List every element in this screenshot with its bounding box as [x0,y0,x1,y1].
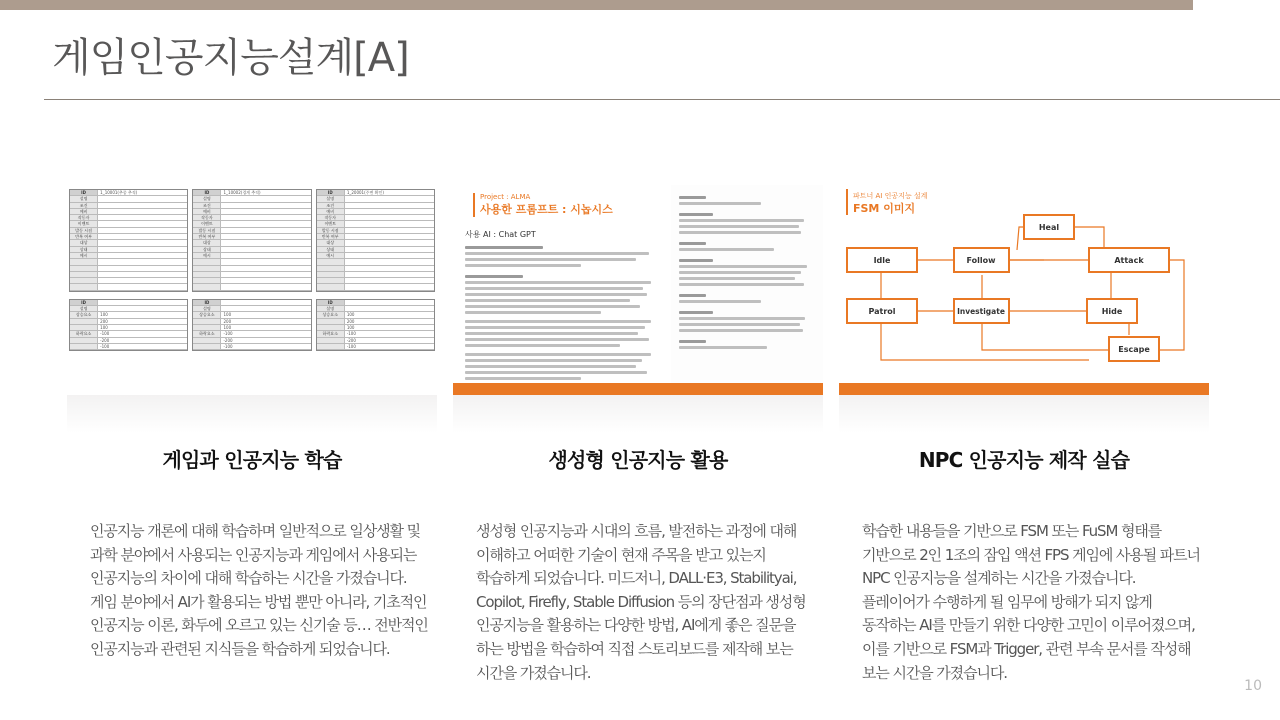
fsm-state-heal [1024,215,1074,239]
card-title-generative-ai: 생성형 인공지능 활용 [548,448,728,472]
fsm-state-escape [1109,337,1159,361]
svg-text:Escape: Escape [1118,345,1150,354]
card-description-npc-ai: 학습한 내용들을 기반으로 FSM 또는 FuSM 형태를 기반으로 2인 1조의 잠입 액션 FPS 게임에 사용될 파트너 NPC 인공지능을 설계하는 시간을 가졌습니다. 플레이어가 수행하게 될 임무에 방해가 되지 않게 동작하는 AI를 만들기 위한 다양한 고민이 이루어졌으며, 이를 기반으로 FSM과 Trigger, 관련 부속 문서를 작성해 보는 시간을 가졌습니다. [862,522,1200,682]
fsm-state-patrol [847,299,917,323]
mini-table: ID 1_10002(경계 추적) 설명 조건 예비 작동자 이벤트 발동 시점 반복 여부 대상 상태 예시 [192,189,311,292]
prompt-doc-right [671,185,823,395]
page-title: 게임인공지능설계[A] [52,35,409,81]
card-shadow [453,395,823,433]
title-divider [44,99,1280,100]
card-title-npc-ai: NPC 인공지능 제작 실습 [918,448,1130,472]
fsm-footer-bar [839,383,1209,395]
card-description-game-ai-learning: 인공지능 개론에 대해 학습하며 일반적으로 일상생활 및 과학 분야에서 사용되는 인공지능과 게임에서 사용되는 인공지능의 차이에 대해 학습하는 시간을 가졌습니다. 게임 분야에서 AI가 활용되는 방법 뿐만 아니라, 기초적인 인공지능 이론, 화두에 오르고 있는 신기술 등… 전반적인 인공지능과 관련된 지식들을 학습하게 되었습니다. [90,522,428,658]
footer-bar [453,383,823,395]
fsm-state-investigate [954,299,1009,323]
fsm-state-attack [1089,248,1169,272]
mini-table-lower: ID 설명 상승요소 100 200 100 하락요소 -100 -200 -100 [192,299,311,351]
svg-text:Patrol: Patrol [868,307,896,316]
fsm-state-follow [954,248,1009,272]
card-title-game-ai-learning: 게임과 인공지능 학습 [162,448,342,472]
svg-text:Follow: Follow [966,256,996,265]
project-label: Project : ALMA [480,193,531,201]
fsm-state-hide [1087,299,1137,323]
svg-text:Attack: Attack [1114,256,1144,265]
mini-table: ID 1_10001(추종 추적) 설명 조건 예비 작동자 이벤트 발동 시점 반복 여부 대상 상태 예시 [69,189,188,292]
svg-text:Heal: Heal [1038,223,1060,232]
thumbnail-fsm-tables [67,185,437,395]
mini-table: ID 1_20001(주변 확인) 설명 조건 예비 작동자 이벤트 발동 시점 반복 여부 대상 상태 예시 [316,189,435,292]
card-description-generative-ai: 생성형 인공지능과 시대의 흐름, 발전하는 과정에 대해 이해하고 어떠한 기술이 현재 주목을 받고 있는지 학습하게 되었습니다. 미드저니, DALL·E3, Stabilityai, Copilot, Firefly, Stable Diffusion 등의 장단점과 생성형 인공지능을 활용하는 다양한 방법, AI에게 좋은 질문을 하는 방법을 학습하여 직접 스토리보드를 제작해 보는 시간을 가졌습니다. [476,522,806,682]
svg-text:Hide: Hide [1101,307,1123,316]
mini-table-lower: ID 설명 상승요소 100 200 100 하락요소 -100 -200 -100 [316,299,435,351]
svg-text:Idle: Idle [873,256,891,265]
mini-table-column-1 [69,189,188,391]
fsm-state-idle [847,248,917,272]
prompt-doc-left [453,185,671,395]
fsm-heading: FSM 이미지 [853,202,916,215]
mini-table-column-3 [316,189,435,391]
top-accent-bar [0,0,1193,10]
svg-text:Investigate: Investigate [957,307,1005,316]
fsm-subtitle: 파트너 AI 인공지능 설계 [853,192,928,200]
fsm-diagram [839,185,1209,395]
ai-label: 사용 AI : Chat GPT [465,230,536,239]
prompt-heading: 사용한 프롬프트 : 시놉시스 [480,203,613,216]
mini-table-column-2 [192,189,311,391]
thumbnail-prompt-document [453,185,823,395]
card-shadow [839,395,1209,433]
thumbnail-fsm-diagram [839,185,1209,395]
page-number: 10 [1244,678,1262,694]
project-header [473,193,659,217]
mini-table-lower: ID 설명 상승요소 100 200 100 하락요소 -100 -200 -100 [69,299,188,351]
card-shadow [67,395,437,433]
